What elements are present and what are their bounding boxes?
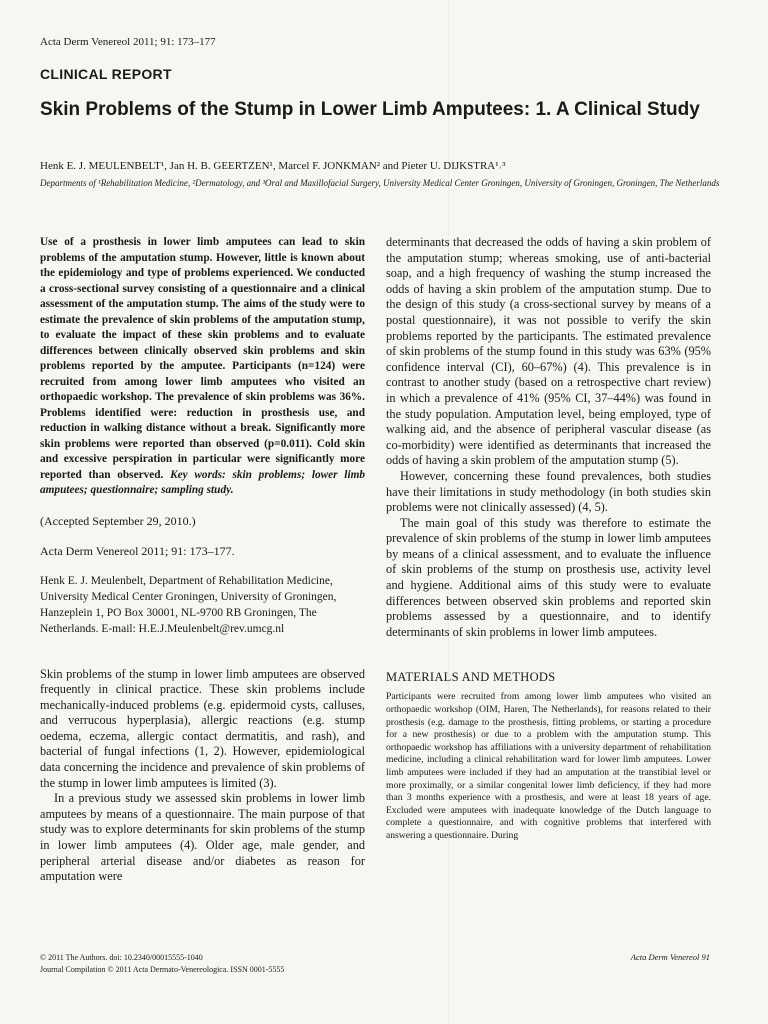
section-label: CLINICAL REPORT xyxy=(40,66,172,82)
footer-journal-page: Acta Derm Venereol 91 xyxy=(630,952,710,962)
methods-text: Participants were recruited from among lower limb amputees who visited an orthopaedic workshop (OIM, Haren, The Netherlands), for reasons related to their prosthesis (e.g. damage to the prosthesis, fitting problems, or starting a procedure for a new prosthesis) or due to a problem with the amputation stump. This orthopaedic workshop has affiliations with a university department of rehabilitation medicine, including a clinical rehabilitation ward for lower limb amputees. Lower limb amputees were included if they had an amputation at the transtibial level or more proximally, or a similar congenital lower limb deficiency, if they had more than 3 months experience with a prosthesis, and were at least 18 years of age. Excluded were amputees with inadequate knowledge of the Dutch language to complete a questionnaire, and with cognitive problems that interfered with answering a questionnaire. During xyxy=(386,691,711,841)
citation-repeat: Acta Derm Venereol 2011; 91: 173–177. xyxy=(40,543,235,558)
intro-paragraph-2: In a previous study we assessed skin problems in lower limb amputees by means of a questionnaire. The main purpose of that study was to explore determinants for skin problems of the stump in lower limb amputees (4). Older age, male gender, and peripheral arterial disease and/or diabetes as reason for amputation were xyxy=(40,791,365,884)
author-affiliations: Departments of ¹Rehabilitation Medicine, ²Dermatology, and ³Oral and Maxillofacial Surgery, University Medical Center Groningen, University of Groningen, Groningen, The Netherlands xyxy=(40,178,720,188)
right-paragraph-3: The main goal of this study was therefore to estimate the prevalence of skin problems of the stump in lower limb amputees by means of a clinical assessment, and to evaluate the influence of skin problems of the stump on prosthesis use, activity level and hygiene. Additional aims of this study were to evaluate differences between observed skin problems and reported skin problems assessed by a questionnaire, and to identify determinants of skin problems in lower limb amputees. xyxy=(386,515,711,639)
right-paragraph-1: determinants that decreased the odds of having a skin problem of the amputation stump; whereas smoking, use of anti-bacterial soap, and a high frequency of washing the stump increased the odds of having a skin problem of the amputation stump. Due to the design of this study (a cross-sectional survey by means of a postal questionnaire), it was not possible to verify the skin problems reported by the participants. The estimated prevalence of skin problems of the stump found in this study was 63% (95% confidence interval (CI), 60–67%) (4). This prevalence is in contrast to another study (based on a retrospective chart review) in which a prevalence of 41% (95% CI, 37–44%) was found in the study population. Amputation level, being employed, type of walking aid, and the absence of peripheral vascular disease (as co-morbidity) were identified as determinants that increased the odds of having a skin problem of the amputation stump (5). xyxy=(386,235,711,468)
copyright-line: © 2011 The Authors. doi: 10.2340/00015555-1040 xyxy=(40,953,203,962)
abstract-text: Use of a prosthesis in lower limb amputees can lead to skin problems of the amputation stump. However, little is known about the epidemiology and type of problems experienced. We conducted a cross-sectional survey consisting of a questionnaire and a clinical assessment of the amputation stump. The aims of the study were to estimate the prevalence of skin problems of the amputation stump, to evaluate the impact of these skin problems and to evaluate differences between clinically observed skin problems and skin problems reported by the amputee. Participants (n=124) were recruited from among lower limb amputees who visited an orthopaedic workshop. The prevalence of skin problems was 36%. Problems identified were: reduction in prosthesis use, and reduction in walking distance without a break. Significantly more skin problems were reported than observed (p=0.011). Cold skin and excessive perspiration in particular were significantly more reported than observed. xyxy=(40,236,365,481)
correspondence-address: Henk E. J. Meulenbelt, Department of Rehabilitation Medicine, University Medical Center Groningen, University of Groningen, Hanzeplein 1, PO Box 30001, NL-9700 RB Groningen, The Netherlands. E-mail: H.E.J.Meulenbelt@rev.umcg.nl xyxy=(40,574,337,635)
right-paragraph-2: However, concerning these found prevalences, both studies have their limitations in study methodology (in both studies skin problems were not clinically assessed) (4, 5). xyxy=(386,468,711,515)
accepted-date: (Accepted September 29, 2010.) xyxy=(40,513,196,528)
journal-citation: Acta Derm Venereol 2011; 91: 173–177 xyxy=(40,36,216,48)
intro-paragraph-1: Skin problems of the stump in lower limb amputees are observed frequently in clinical practice. These skin problems include mechanically-induced problems (e.g. epidermoid cysts, calluses, and verrucous hyperplasia), allergic reactions (e.g. stump oedema, eczema, allergic contact dermatitis, and rash), and bacterial of fungal infections (1, 2). However, epidemiological data concerning the incidence and prevalence of skin problems of the stump in lower limb amputees is limited (3). xyxy=(40,666,365,790)
author-list: Henk E. J. MEULENBELT¹, Jan H. B. GEERTZEN¹, Marcel F. JONKMAN² and Pieter U. DIJKSTRA¹˒³ xyxy=(40,160,506,172)
compilation-line: Journal Compilation © 2011 Acta Dermato-Venereologica. ISSN 0001-5555 xyxy=(40,965,285,974)
left-column xyxy=(40,235,365,885)
methods-heading: MATERIALS AND METHODS xyxy=(386,670,556,685)
keywords: Key words: skin problems; lower limb amputees; questionnaire; sampling study. xyxy=(40,468,366,496)
right-column xyxy=(386,235,711,843)
footer-copyright xyxy=(40,952,284,976)
abstract xyxy=(40,235,365,499)
article-title: Skin Problems of the Stump in Lower Limb Amputees: 1. A Clinical Study xyxy=(40,99,700,120)
